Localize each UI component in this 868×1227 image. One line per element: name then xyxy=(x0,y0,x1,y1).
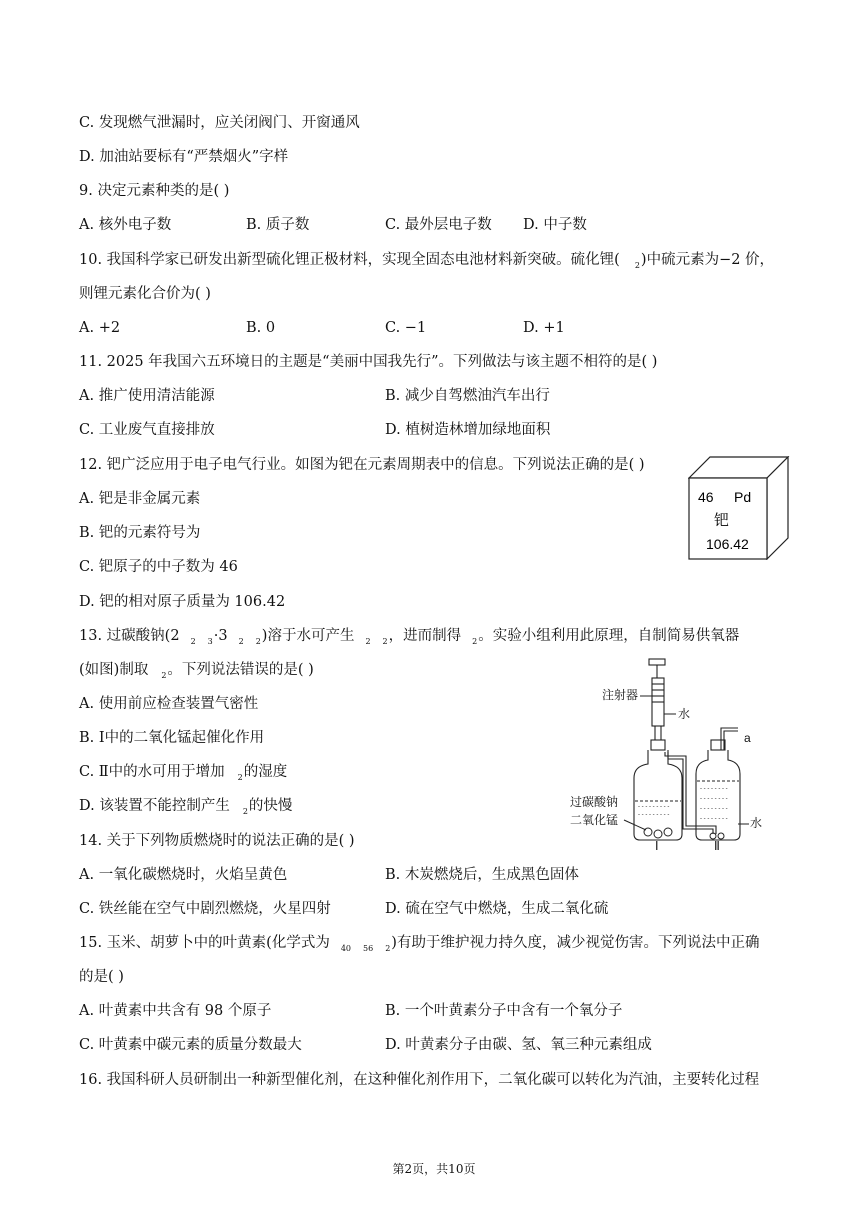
q9-option-c: C. 最外层电子数 xyxy=(385,217,492,233)
q14-option-b: B. 木炭燃烧后，生成黑色固体 xyxy=(385,867,579,883)
svg-text:- - - - - - - -: - - - - - - - - xyxy=(700,786,728,792)
bottle-ii-stopper xyxy=(711,740,725,750)
outlet-a-label: a xyxy=(744,731,751,745)
q10-stem: 10. 我国科学家已研发出新型硫化锂正极材料，实现全固态电池材料新突破。硫化锂( $_2$)中硫元素为−2 价， xyxy=(79,252,775,270)
q11-option-b: B. 减少自驾燃油汽车出行 xyxy=(385,388,550,404)
q12-stem: 12. 钯广泛应用于电子电气行业。如图为钯在元素周期表中的信息。下列说法正确的是( ) xyxy=(79,457,645,473)
water-label-right: 水 xyxy=(750,816,763,830)
q10-option-b: B. 0 xyxy=(246,320,276,336)
q12-option-b: B. 钯的元素符号为 xyxy=(79,525,201,541)
svg-text:- - - - - - - - -: - - - - - - - - - xyxy=(638,812,670,818)
atomic-number: 46 xyxy=(698,489,714,505)
bottle-i xyxy=(634,750,682,840)
syringe-plunger-cap xyxy=(649,659,665,665)
q13-option-b: B. Ⅰ中的二氧化锰起催化作用 xyxy=(79,730,265,746)
q13-option-d: D. 该装置不能控制产生 $_2$的快慢 xyxy=(79,798,293,816)
svg-text:- - - - - - - -: - - - - - - - - xyxy=(700,816,728,822)
q9-option-b: B. 质子数 xyxy=(246,217,310,233)
q9-stem: 9. 决定元素种类的是( ) xyxy=(79,183,230,199)
q10-stem-line2: 则锂元素化合价为( ) xyxy=(79,286,211,302)
water-label-top: 水 xyxy=(678,707,691,721)
q15-stem: 15. 玉米、胡萝卜中的叶黄素(化学式为 $_{40}$ $_{56}$ $_2$)有助于维护视力持久度，减少视觉伤害。下列说法中正确 xyxy=(79,935,760,953)
svg-text:- - - - - - - -: - - - - - - - - xyxy=(700,806,728,812)
page-number: 第2页，共10页 xyxy=(392,1162,476,1176)
q15-option-c: C. 叶黄素中碳元素的质量分数最大 xyxy=(79,1037,302,1053)
q15-option-a: A. 叶黄素中共含有 98 个原子 xyxy=(79,1003,272,1019)
q10-option-d: D. +1 xyxy=(523,320,565,336)
q12-option-d: D. 钯的相对原子质量为 106.42 xyxy=(79,594,286,610)
q8-option-d: D. 加油站要标有“严禁烟火”字样 xyxy=(79,149,289,165)
q16-stem: 16. 我国科研人员研制出一种新型催化剂，在这种催化剂作用下，二氧化碳可以转化为汽油，主要转化过程 xyxy=(79,1072,760,1088)
q11-option-c: C. 工业废气直接排放 xyxy=(79,422,215,438)
q13-option-c: C. Ⅱ中的水可用于增加 $_2$的湿度 xyxy=(79,764,288,782)
q13-option-a: A. 使用前应检查装置气密性 xyxy=(79,696,259,712)
palladium-element-card xyxy=(688,456,790,560)
element-symbol: Pd xyxy=(734,489,752,505)
q14-option-d: D. 硫在空气中燃烧，生成二氧化硫 xyxy=(385,901,609,917)
q11-option-a: A. 推广使用清洁能源 xyxy=(79,388,215,404)
q9-option-d: D. 中子数 xyxy=(523,217,587,233)
bottle-i-stopper xyxy=(651,740,665,750)
q15-option-b: B. 一个叶黄素分子中含有一个氧分子 xyxy=(385,1003,623,1019)
q13-stem-line2: (如图)制取 $_2$。下列说法错误的是( ) xyxy=(79,662,314,680)
q10-option-c: C. −1 xyxy=(385,320,427,336)
q12-option-c: C. 钯原子的中子数为 46 xyxy=(79,559,238,575)
q15-option-d: D. 叶黄素分子由碳、氢、氧三种元素组成 xyxy=(385,1037,652,1053)
bottle-i-label: Ⅰ xyxy=(655,839,659,852)
q11-stem: 11. 2025 年我国六五环境日的主题是“美丽中国我先行”。下列做法与该主题不相符的是( ) xyxy=(79,354,658,370)
q8-option-c: C. 发现燃气泄漏时，应关闭阀门、开窗通风 xyxy=(79,115,360,131)
atomic-mass: 106.42 xyxy=(706,536,749,552)
q12-option-a: A. 钯是非金属元素 xyxy=(79,491,201,507)
q14-stem: 14. 关于下列物质燃烧时的说法正确的是( ) xyxy=(79,833,355,849)
q9-option-a: A. 核外电子数 xyxy=(79,217,172,233)
q14-option-c: C. 铁丝能在空气中剧烈燃烧，火星四射 xyxy=(79,901,331,917)
oxygen-generator-diagram xyxy=(568,656,768,852)
q11-option-d: D. 植树造林增加绿地面积 xyxy=(385,422,551,438)
q10-option-a: A. +2 xyxy=(79,320,121,336)
syringe-label: 注射器 xyxy=(602,688,639,702)
manganese-dioxide-label: 二氧化锰 xyxy=(570,813,619,827)
svg-text:- - - - - - - -: - - - - - - - - xyxy=(700,796,728,802)
svg-text:- - - - - - - - -: - - - - - - - - - xyxy=(638,804,670,810)
q15-stem-line2: 的是( ) xyxy=(79,969,124,985)
q14-option-a: A. 一氧化碳燃烧时，火焰呈黄色 xyxy=(79,867,288,883)
sodium-percarbonate-label: 过碳酸钠 xyxy=(570,795,619,809)
bottle-ii-label: Ⅱ xyxy=(714,839,720,852)
q13-stem: 13. 过碳酸钠(2 $_2$ $_3$·3 $_2$ $_2$)溶于水可产生 $_2$ $_2$，进而制得 $_2$。实验小组利用此原理，自制简易供氧器 xyxy=(79,628,740,646)
element-name: 钯 xyxy=(714,511,730,529)
